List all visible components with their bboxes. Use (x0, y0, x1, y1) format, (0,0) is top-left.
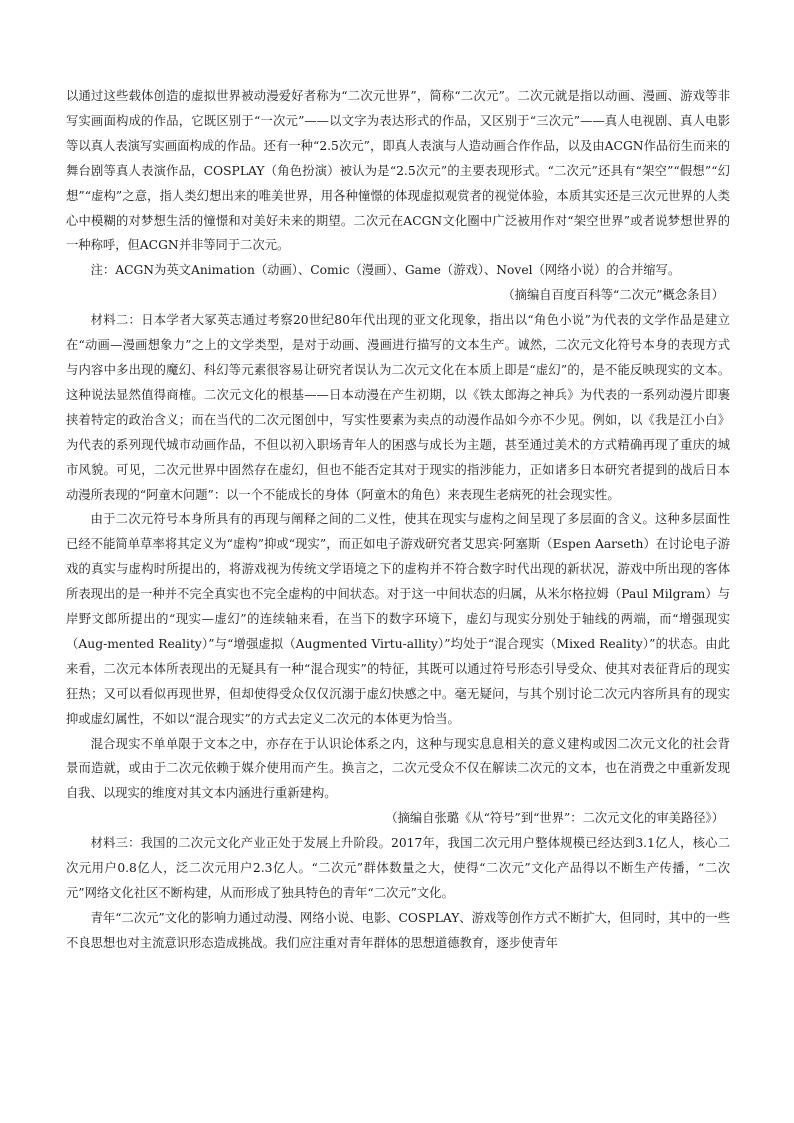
material1-source: （摘编自百度百科等“二次元”概念条目） (502, 288, 724, 303)
material2-paragraph-2: 由于二次元符号本身所具有的再现与阐释之间的二义性，使其在现实与虚构之间呈现了多层面的含义。这种多层面性已经不能简单草率将其定义为“虚构”抑或“现实”，而正如电子游戏研究者艾思宾·阿塞斯（Espen Aarseth）在讨论电子游戏的真实与虚构时所提出的，将游戏视为传统文学语境之下的虚构并不符合数字时代出现的新状况，游戏中所出现的客体所表现出的是一种并不完全真实也不完全虚构的中间状态。对于这一中间状态的归属，从米尔格拉姆（Paul Milgram）与岸野文郎所提出的“现实—虚幻”的连续轴来看，在当下的数字环境下，虚幻与现实分别处于轴线的两端，而“增强现实（Aug-mented Reality）”与“增强虚拟（Augmented Virtu-allity）”均处于“混合现实（Mixed Reality）”的状态。由此来看，二次元本体所表现出的无疑具有一种“混合现实”的特征，其既可以通过符号形态引导受众、使其对表征背后的现实狂热；又可以看似再现世界，但却使得受众仅仅沉溺于虚幻快感之中。毫无疑问，与其个别讨论二次元内容所具有的现实抑或虚幻属性，不如以“混合现实”的方式去定义二次元的本体更为恰当。 (66, 512, 730, 726)
document-page (66, 84, 730, 956)
material1-note: 注：ACGN为英文Animation（动画）、Comic（漫画）、Game（游戏）、Novel（网络小说）的合并缩写。 (90, 263, 681, 278)
material2-paragraph-1: 材料二：日本学者大冢英志通过考察20世纪80年代出现的亚文化现象，指出以“角色小说”为代表的文学作品是建立在“动画—漫画想象力”之上的文学类型，是对于动画、漫画进行描写的文本生产。诚然，二次元文化符号本身的表现方式与内容中多出现的魔幻、科幻等元素很容易让研究者误认为二次元文化在本质上即是“虚幻”的，是不能反映现实的文本。这种说法显然值得商榷。二次元文化的根基——日本动漫在产生初期，以《铁太郎海之神兵》为代表的一系列动漫片即裹挟着特定的政治含义；而在当代的二次元图创中，写实性要素为卖点的动漫作品如今亦不少见。例如，以《我是江小白》为代表的系列现代城市动画作品，不但以初入职场青年人的困惑与成长为主题，甚至通过美术的方式精确再现了重庆的城市风貌。可见，二次元世界中固然存在虚幻，但也不能否定其对于现实的指涉能力，正如诸多日本研究者提到的战后日本动漫所表现的“阿童木问题”：以一个不能成长的身体（阿童木的角色）来表现生老病死的社会现实性。 (66, 313, 730, 502)
material2-source: （摘编自张璐《从“符号”到“世界”：二次元文化的审美路径》） (385, 811, 724, 826)
material2-paragraph-3: 混合现实不单单限于文本之中，亦存在于认识论体系之内，这种与现实息息相关的意义建构或因二次元文化的社会背景而造就，或由于二次元依赖于媒介使用而产生。换言之，二次元受众不仅在解读二次元的文本，也在消费之中重新发现自我、以现实的维度对其文本内涵进行重新建构。 (66, 736, 730, 801)
material3-paragraph-1: 材料三：我国的二次元文化产业正处于发展上升阶段。2017年，我国二次元用户整体规模已经达到3.1亿人，核心二次元用户0.8亿人，泛二次元用户2.3亿人。“二次元”群体数量之大，使得“二次元”文化产品得以不断生产传播，“二次元”网络文化社区不断构建，从而形成了独具特色的青年“二次元”文化。 (66, 836, 730, 900)
material3-paragraph-2: 青年“二次元”文化的影响力通过动漫、网络小说、电影、COSPLAY、游戏等创作方式不断扩大，但同时，其中的一些不良思想也对主流意识形态造成挑战。我们应注重对青年群体的思想道德教育，逐步使青年 (66, 910, 730, 950)
material1-paragraph: 以通过这些载体创造的虚拟世界被动漫爱好者称为“二次元世界”，简称“二次元”。二次元就是指以动画、漫画、游戏等非写实画面构成的作品，它既区别于“一次元”——以文字为表达形式的作品，又区别于“三次元”——真人电视剧、真人电影等以真人表演写实画面构成的作品。还有一种“2.5次元”，即真人表演与人造动画合作作品，以及由ACGN作品衍生而来的舞台剧等真人表演作品，COSPLAY（角色扮演）被认为是“2.5次元”的主要表现形式。“二次元”还具有“架空”“假想”“幻想”“虚构”之意，指人类幻想出来的唯美世界，用各种憧憬的体现虚拟观赏者的视觉体验，本质其实还是三次元世界的人类心中模糊的对梦想生活的憧憬和对美好未来的期望。二次元在ACGN文化圈中广泛被用作对“架空世界”或者说梦想世界的一种称呼，但ACGN并非等同于二次元。 (66, 89, 730, 253)
